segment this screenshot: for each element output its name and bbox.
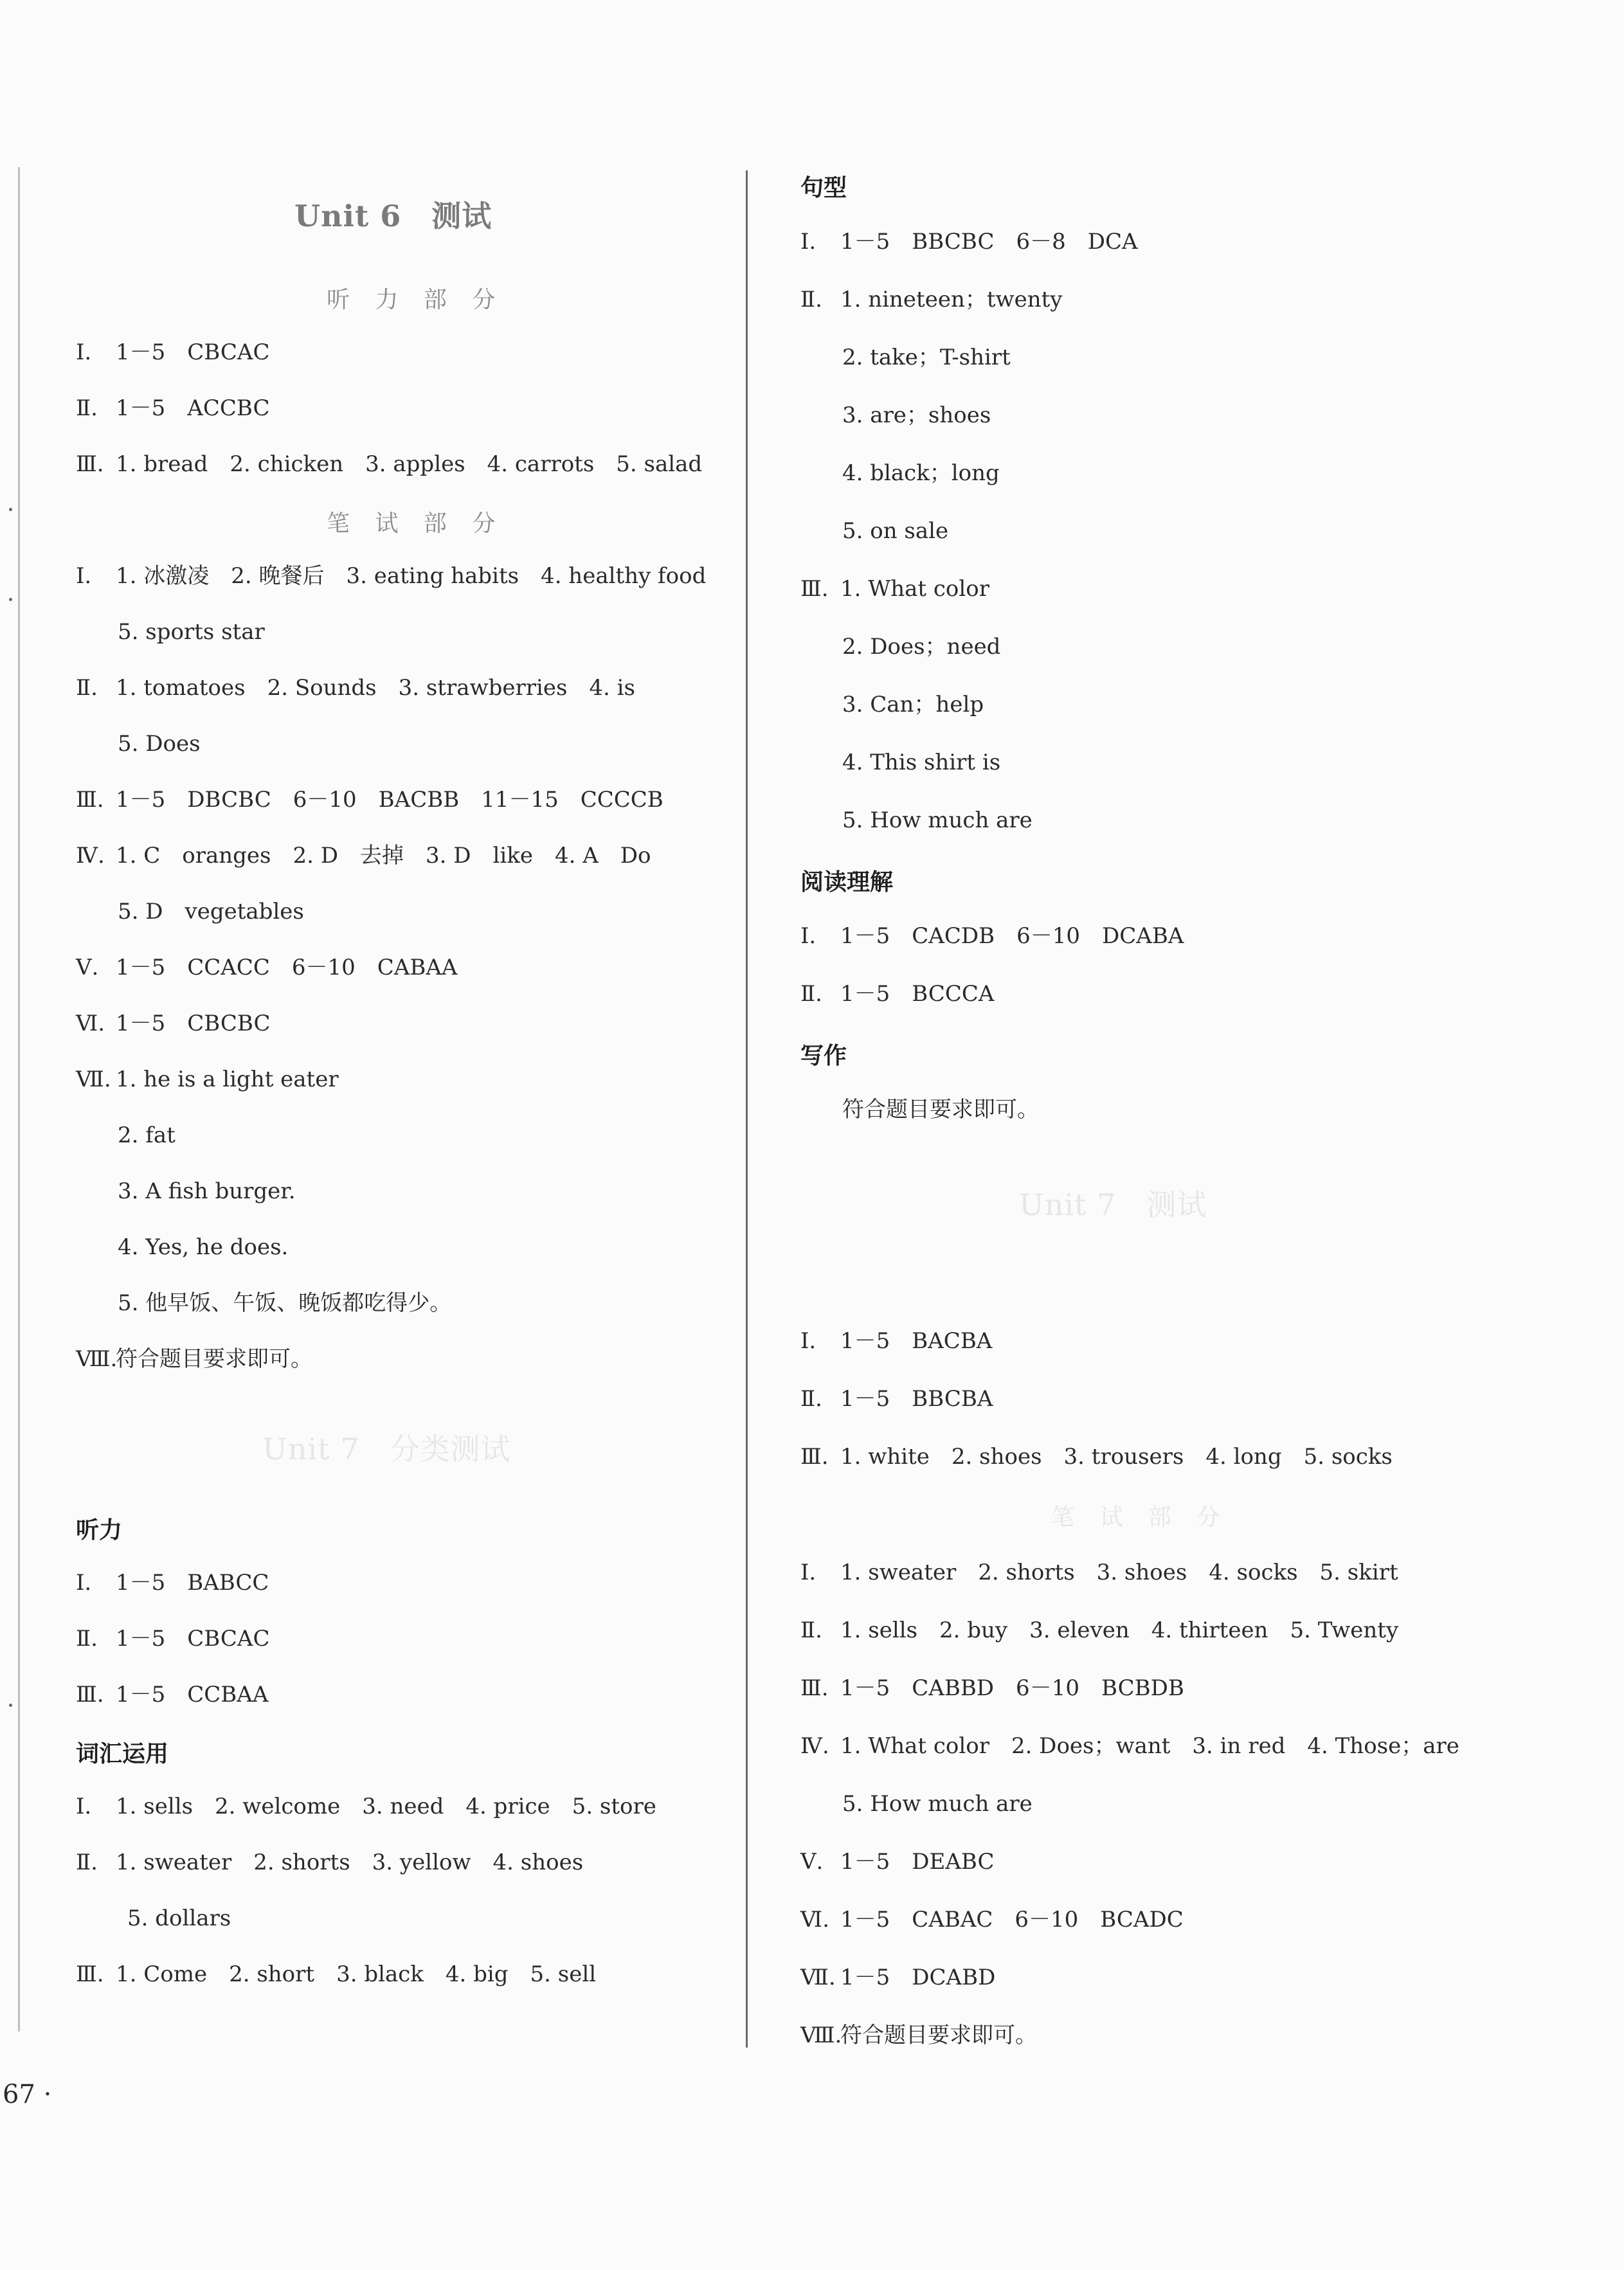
answer-line: Ⅳ. 1. C oranges 2. D 去掉 3. D like 4. A Do [76, 843, 651, 869]
answer-line: 5. 他早饭、午饭、晚饭都吃得少。 [118, 1290, 452, 1316]
answer-line: Ⅰ. 1－5 BBCBC 6－8 DCA [800, 229, 1138, 255]
answer-line: Ⅱ. 1－5 BBCBA [800, 1386, 993, 1412]
answer-line: 5. Does [118, 731, 201, 757]
answer-line: Ⅰ. 1. 冰激凌 2. 晚餐后 3. eating habits 4. healthy food [76, 563, 707, 589]
answer-line: Ⅱ. 1－5 BCCCA [800, 981, 995, 1007]
reading-heading: 阅读理解 [800, 869, 894, 896]
answer-line: 5. How much are [842, 807, 1033, 833]
margin-mark [9, 598, 12, 601]
listening-section-title: 听 力 部 分 [327, 287, 505, 313]
answer-line: Ⅲ. 1－5 DBCBC 6－10 BACBB 11－15 CCCCB [76, 787, 663, 813]
answer-line: Ⅱ. 1－5 ACCBC [76, 395, 270, 421]
writing-heading: 写作 [800, 1043, 847, 1069]
answer-line: 5. on sale [842, 518, 949, 544]
answer-line: Ⅱ. 1. sweater 2. shorts 3. yellow 4. shoes [76, 1850, 584, 1875]
margin-mark [9, 1704, 12, 1707]
answer-line: Ⅰ. 1－5 CBCAC [76, 339, 270, 365]
answer-line: Ⅶ. 1. he is a light eater [76, 1067, 339, 1092]
answer-line: Ⅵ. 1－5 CBCBC [76, 1011, 271, 1036]
answer-line: 4. This shirt is [842, 750, 1001, 775]
answer-line: Ⅲ. 1. Come 2. short 3. black 4. big 5. sell [76, 1961, 597, 1987]
answer-line: 3. A fish burger. [118, 1178, 296, 1204]
margin-mark [9, 508, 12, 511]
sentence-heading: 句型 [800, 175, 847, 201]
answer-line: 2. fat [118, 1122, 176, 1148]
answer-line: Ⅷ.符合题目要求即可。 [800, 2022, 1037, 2048]
answer-line: 2. take；T-shirt [842, 345, 1011, 370]
answer-line: 符合题目要求即可。 [842, 1097, 1039, 1122]
unit7-writing-section-title: 笔 试 部 分 [1051, 1504, 1229, 1531]
answer-line: 3. Can；help [842, 692, 984, 717]
answer-line: Ⅲ. 1. bread 2. chicken 3. apples 4. carrots 5. salad [76, 451, 703, 477]
answer-line: 4. black；long [842, 460, 1000, 486]
answer-line: 2. Does；need [842, 634, 1001, 660]
unit7-test-title: Unit 7 测试 [1019, 1187, 1207, 1222]
listening-heading: 听力 [76, 1517, 123, 1544]
page-edge-line [18, 167, 20, 2031]
unit6-title: Unit 6 测试 [294, 199, 492, 233]
answer-line: 3. are；shoes [842, 402, 991, 428]
answer-line: Ⅰ. 1. sells 2. welcome 3. need 4. price 5. store [76, 1794, 656, 1819]
answer-line: Ⅰ. 1. sweater 2. shorts 3. shoes 4. socks 5. skirt [800, 1560, 1398, 1585]
answer-line: Ⅲ. 1. white 2. shoes 3. trousers 4. long 5. socks [800, 1444, 1393, 1470]
answer-line: Ⅱ. 1. tomatoes 2. Sounds 3. strawberries 4. is [76, 675, 635, 701]
answer-line: Ⅲ. 1－5 CABBD 6－10 BCBDB [800, 1675, 1184, 1701]
answer-line: Ⅴ. 1－5 DEABC [800, 1849, 995, 1875]
answer-line: Ⅶ. 1－5 DCABD [800, 1965, 996, 1990]
answer-line: Ⅲ. 1. What color [800, 576, 989, 602]
answer-line: 5. dollars [127, 1905, 231, 1931]
answer-line: 5. D vegetables [118, 899, 304, 924]
answer-line: Ⅱ. 1. sells 2. buy 3. eleven 4. thirteen 5. Twenty [800, 1617, 1399, 1643]
answer-line: Ⅵ. 1－5 CABAC 6－10 BCADC [800, 1907, 1184, 1932]
answer-line: Ⅱ. 1. nineteen；twenty [800, 287, 1063, 312]
answer-line: Ⅰ. 1－5 BABCC [76, 1570, 269, 1596]
answer-line: 4. Yes, he does. [118, 1234, 289, 1260]
answer-line: Ⅴ. 1－5 CCACC 6－10 CABAA [76, 955, 458, 980]
unit7-classified-title: Unit 7 分类测试 [262, 1432, 511, 1466]
answer-line: Ⅲ. 1－5 CCBAA [76, 1682, 269, 1707]
answer-line: Ⅱ. 1－5 CBCAC [76, 1626, 270, 1652]
answer-line: 5. How much are [842, 1791, 1033, 1817]
page-number: 67 · [3, 2080, 52, 2109]
answer-line: Ⅰ. 1－5 BACBA [800, 1328, 993, 1354]
vocabulary-heading: 词汇运用 [76, 1741, 169, 1767]
answer-line: 5. sports star [118, 619, 265, 645]
answer-line: Ⅳ. 1. What color 2. Does；want 3. in red 4. Those；are [800, 1733, 1459, 1759]
writing-section-title: 笔 试 部 分 [327, 510, 505, 537]
column-divider [746, 170, 748, 2048]
answer-line: Ⅷ.符合题目要求即可。 [76, 1346, 312, 1372]
answer-line: Ⅰ. 1－5 CACDB 6－10 DCABA [800, 923, 1184, 949]
